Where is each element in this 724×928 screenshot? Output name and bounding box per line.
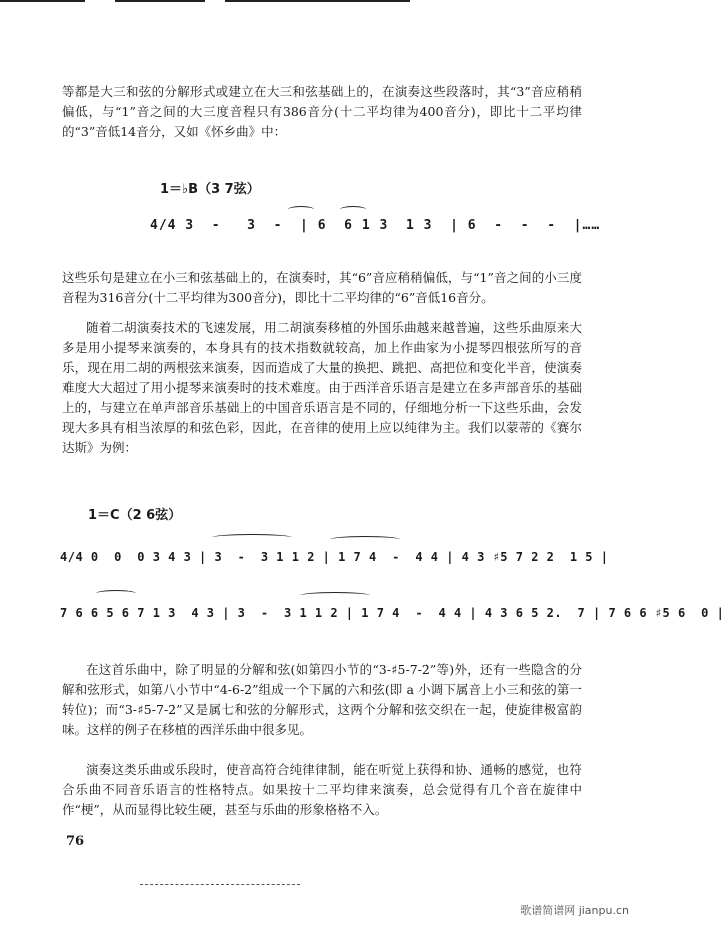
paragraph-5: 演奏这类乐曲或乐段时，使音高符合纯律律制，能在听觉上获得和协、通畅的感觉，也符合乐曲不同音乐语言的性格特点。如果按十二平均律来演奏，总会觉得有几个音在旋律中作“梗”，从而显得比较生硬，甚至与乐曲的形象格格不入。 bbox=[62, 762, 582, 817]
slur-arc bbox=[300, 592, 370, 599]
watermark-text: 歌谱简谱网 jianpu.cn bbox=[520, 904, 629, 917]
bottom-rule bbox=[140, 884, 300, 885]
paragraph-4: 在这首乐曲中，除了明显的分解和弦(如第四小节的“3-♯5-7-2̇”等)外，还有一些隐含的分解和弦形式，如第八小节中“4-6-2̇”组成一个下属的六和弦(即 a 小调下属音上小三和弦的第一转位)；而“3-♯5-7-2̇”又是属七和弦的分解形式，这两个分解和弦交织在一起，使旋律极富韵味。这样的例子在移植的西洋乐曲中很多见。 bbox=[62, 662, 582, 737]
slur-arc bbox=[212, 534, 292, 541]
slur-arc bbox=[96, 590, 136, 597]
page-number: 76 bbox=[66, 834, 85, 849]
example2-key: 1＝C（2 6弦） bbox=[88, 508, 182, 523]
example1-staff: 4/4 3 - 3 - | 6 6 1 3 1 3 | 6 - - - |…… bbox=[150, 218, 601, 233]
top-rule-right bbox=[225, 0, 410, 2]
example1-key: 1＝♭B（3 7弦） bbox=[160, 182, 260, 197]
tie-arc bbox=[288, 206, 314, 213]
paragraph-3: 随着二胡演奏技术的飞速发展，用二胡演奏移植的外国乐曲越来越普遍，这些乐曲原来大多是用小提琴来演奏的，本身具有的技术指数就较高，加上作曲家为小提琴四根弦所写的音乐，现在用二胡的两根弦来演奏，因而造成了大量的换把、跳把、高把位和变化半音，使演奏难度大大超过了用小提琴来演奏时的技术难度。由于西洋音乐语言是建立在多声部音乐的基础上的，与建立在单声部音乐基础上的中国音乐语言是不同的，仔细地分析一下这些乐曲，会发现大多具有相当浓厚的和弦色彩，因此，在音律的使用上应以纯律为主。我们以蒙蒂的《赛尔达斯》为例： bbox=[62, 320, 582, 455]
top-rule-left bbox=[0, 0, 85, 2]
top-rule-middle bbox=[115, 0, 205, 2]
paragraph-2: 这些乐句是建立在小三和弦基础上的，在演奏时，其“6”音应稍稍偏低，与“1”音之间的小三度音程为316音分(十二平均律为300音分)，即比十二平均律的“6”音低16音分。 bbox=[62, 270, 582, 305]
paragraph-1: 等都是大三和弦的分解形式或建立在大三和弦基础上的，在演奏这些段落时，其“3”音应稍稍偏低，与“1”音之间的大三度音程只有386音分(十二平均律为400音分)，即比十二平均律的“3”音低14音分，又如《怀乡曲》中： bbox=[62, 84, 582, 139]
example2-staff-line-2: 7 6 6 5 6 7 1 3 4 3 | 3 - 3 1 1 2 | 1 7 4 - 4 4 | 4 3 6 5 2. 7 | 7 6 6 ♯5 6 0 | bbox=[60, 606, 724, 620]
example2-staff-line-1: 4/4 0 0 0 3 4 3 | 3 - 3 1 1 2 | 1 7 4 - 4 4 | 4 3 ♯5 7 2 2 1 5 | bbox=[60, 550, 609, 564]
slur-arc bbox=[330, 536, 400, 543]
tie-arc bbox=[340, 206, 366, 213]
